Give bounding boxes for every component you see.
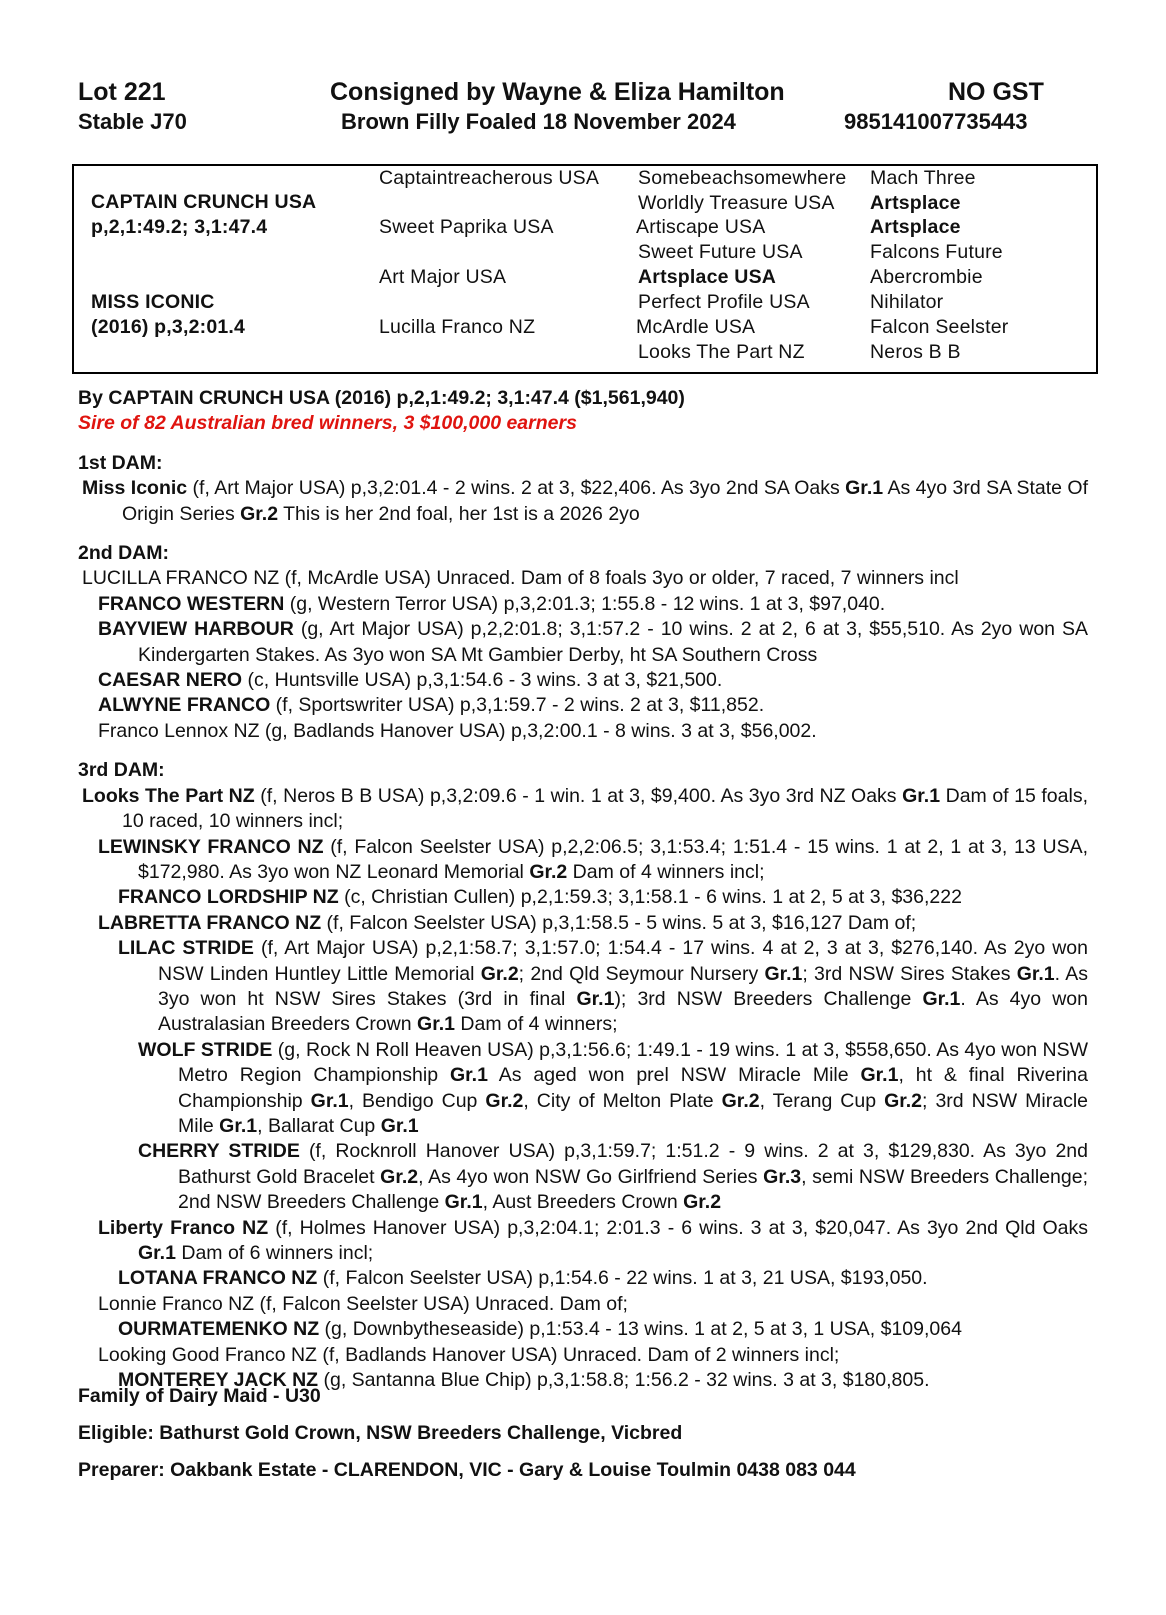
third-dam-intro: Looks The Part NZ (f, Neros B B USA) p,3,2:09.6 - 1 win. 1 at 3, $9,400. As 3yo 3rd NZ Oaks Gr.1 Dam of 15 foals, 10 raced, 10 winners incl;: [82, 784, 1088, 833]
progeny-entry: CHERRY STRIDE (f, Rocknroll Hanover USA) p,3,1:59.7; 1:51.2 - 9 wins. 2 at 3, $129,830. As 3yo 2nd Bathurst Gold Bracelet Gr.2, As 4yo won NSW Go Girlfriend Series Gr.3, semi NSW Breeders Challenge; 2nd NSW Breeders Challenge Gr.1, Aust Breeders Crown Gr.2: [138, 1140, 1088, 1214]
pedigree-g4-entry: Abercrombie: [870, 266, 983, 288]
pedigree-g4-entry: Artsplace: [870, 216, 961, 238]
foal-description: Brown Filly Foaled 18 November 2024: [341, 109, 736, 134]
pedigree-g4-entry: Falcon Seelster: [870, 316, 1009, 338]
pedigree-g4-entry: Neros B B: [870, 341, 961, 363]
progeny-entry: MONTEREY JACK NZ (g, Santanna Blue Chip) p,3,1:58.8; 1:56.2 - 32 wins. 3 at 3, $180,805.: [118, 1369, 930, 1392]
progeny-entry: FRANCO WESTERN (g, Western Terror USA) p,3,2:01.3; 1:55.8 - 12 wins. 1 at 3, $97,040.: [98, 592, 886, 615]
progeny-entry: Liberty Franco NZ (f, Holmes Hanover USA) p,3,2:04.1; 2:01.3 - 6 wins. 3 at 3, $20,047. As 3yo 2nd Qld Oaks Gr.1 Dam of 6 winners incl;: [98, 1216, 1088, 1264]
horse-name: Miss Iconic: [82, 477, 188, 500]
progeny-entry: BAYVIEW HARBOUR (g, Art Major USA) p,2,2:01.8; 3,1:57.2 - 10 wins. 2 at 2, 6 at 3, $55,510. As 2yo won SA Kindergarten Stakes. As 3yo won SA Mt Gambier Derby, ht SA Southern Cross: [98, 618, 1089, 666]
second-dam-intro: LUCILLA FRANCO NZ (f, McArdle USA) Unraced. Dam of 8 foals 3yo or older, 7 raced, 7 winners incl: [82, 567, 959, 590]
pedigree-table: [72, 164, 1098, 374]
progeny-entry: LABRETTA FRANCO NZ (f, Falcon Seelster USA) p,3,1:58.5 - 5 wins. 5 at 3, $16,127 Dam of;: [98, 911, 917, 934]
pedigree-g4-entry: Nihilator: [870, 291, 944, 313]
progeny-entry: Lonnie Franco NZ (f, Falcon Seelster USA) Unraced. Dam of;: [98, 1292, 628, 1315]
dam-name: MISS ICONIC: [91, 291, 215, 313]
family-line: Family of Dairy Maid - U30: [78, 1385, 321, 1407]
lot-footer: [78, 1378, 856, 1489]
pedigree-g3-entry: Artiscape USA: [636, 216, 766, 238]
second-dam-heading: 2nd DAM:: [78, 542, 169, 565]
pedigree-g3-entry: Sweet Future USA: [638, 241, 803, 263]
progeny-entry: ALWYNE FRANCO (f, Sportswriter USA) p,3,1:59.7 - 2 wins. 2 at 3, $11,852.: [98, 694, 765, 717]
dam-record: (2016) p,3,2:01.4: [91, 316, 246, 338]
pedigree-g3-entry: Worldly Treasure USA: [638, 192, 835, 214]
sire-record: p,2,1:49.2; 3,1:47.4: [91, 216, 268, 238]
progeny-entry: LEWINSKY FRANCO NZ (f, Falcon Seelster USA) p,2,2:06.5; 3,1:53.4; 1:51.4 - 15 wins. 1 at 2, 1 at 3, 13 USA, $172,980. As 3yo won NZ Leonard Memorial Gr.2 Dam of 4 winners incl;: [98, 835, 1088, 883]
pedigree-g4-entry: Falcons Future: [870, 241, 1003, 263]
pedigree-g2-entry: Sweet Paprika USA: [379, 216, 554, 238]
first-dam-heading: 1st DAM:: [78, 451, 163, 474]
gst-status: NO GST: [948, 78, 1044, 106]
sire-statistic: Sire of 82 Australian bred winners, 3 $100,000 earners: [78, 412, 577, 435]
progeny-entry: CAESAR NERO (c, Huntsville USA) p,3,1:54.6 - 3 wins. 3 at 3, $21,500.: [98, 669, 723, 692]
pedigree-g3-entry: Somebeachsomewhere: [638, 167, 847, 189]
pedigree-g2-entry: Art Major USA: [379, 266, 507, 288]
catalogue-body: [78, 386, 1088, 1393]
progeny-entry: LILAC STRIDE (f, Art Major USA) p,2,1:58.7; 3,1:57.0; 1:54.4 - 17 wins. 4 at 2, 3 at 3, $276,140. As 2yo won NSW Linden Huntley Little Memorial Gr.2; 2nd Qld Seymour Nursery Gr.1; 3rd NSW Sires Stakes Gr.1. As 3yo won ht NSW Sires Stakes (3rd in final Gr.1); 3rd NSW Breeders Challenge Gr.1. As 4yo won Australasian Breeders Crown Gr.1 Dam of 4 winners;: [118, 937, 1088, 1036]
progeny-entry: Franco Lennox NZ (g, Badlands Hanover USA) p,3,2:00.1 - 8 wins. 3 at 3, $56,002.: [98, 719, 817, 742]
pedigree-g2-entry: Captaintreacherous USA: [379, 167, 600, 189]
pedigree-g4-entry: Mach Three: [870, 167, 976, 189]
pedigree-g2-entry: Lucilla Franco NZ: [379, 316, 536, 338]
progeny-entry: OURMATEMENKO NZ (g, Downbytheseaside) p,1:53.4 - 13 wins. 1 at 2, 5 at 3, 1 USA, $109,064: [118, 1318, 962, 1341]
pedigree-g3-entry: Artsplace USA: [638, 266, 777, 288]
third-dam-heading: 3rd DAM:: [78, 759, 165, 782]
sire-name: CAPTAIN CRUNCH USA: [91, 191, 317, 213]
progeny-entry: Looking Good Franco NZ (f, Badlands Hanover USA) Unraced. Dam of 2 winners incl;: [98, 1343, 840, 1366]
eligibility-line: Eligible: Bathurst Gold Crown, NSW Breeders Challenge, Vicbred: [78, 1422, 683, 1444]
pedigree-g3-entry: McArdle USA: [636, 316, 756, 338]
pedigree-g3-entry: Perfect Profile USA: [638, 291, 810, 313]
stable-number: Stable J70: [78, 109, 187, 134]
lot-number: Lot 221: [78, 78, 166, 106]
progeny-entry: WOLF STRIDE (g, Rock N Roll Heaven USA) p,3,1:56.6; 1:49.1 - 19 wins. 1 at 3, $558,650. As 4yo won NSW Metro Region Championship Gr.1 As aged won prel NSW Miracle Mile Gr.1, ht & final Riverina Championship Gr.1, Bendigo Cup Gr.2, City of Melton Plate Gr.2, Terang Cup Gr.2; 3rd NSW Miracle Mile Gr.1, Ballarat Cup Gr.1: [138, 1038, 1088, 1137]
pedigree-g3-entry: Looks The Part NZ: [638, 341, 805, 363]
microchip-number: 985141007735443: [844, 109, 1028, 134]
pedigree-g4-entry: Artsplace: [870, 192, 961, 214]
first-dam-entry: Miss Iconic (f, Art Major USA) p,3,2:01.4 - 2 wins. 2 at 3, $22,406. As 3yo 2nd SA Oaks Gr.1 As 4yo 3rd SA State Of Origin Series Gr.2 This is her 2nd foal, her 1st is a 2026 2yo: [82, 477, 1088, 525]
sire-summary: By CAPTAIN CRUNCH USA (2016) p,2,1:49.2; 3,1:47.4 ($1,561,940): [78, 387, 685, 409]
progeny-entry: LOTANA FRANCO NZ (f, Falcon Seelster USA) p,1:54.6 - 22 wins. 1 at 3, 21 USA, $193,050.: [118, 1267, 928, 1290]
consignor: Consigned by Wayne & Eliza Hamilton: [330, 78, 785, 106]
preparer-line: Preparer: Oakbank Estate - CLARENDON, VIC - Gary & Louise Toulmin 0438 083 044: [78, 1459, 856, 1481]
progeny-entry: FRANCO LORDSHIP NZ (c, Christian Cullen) p,2,1:59.3; 3,1:58.1 - 6 wins. 1 at 2, 5 at 3, $36,222: [118, 886, 962, 909]
